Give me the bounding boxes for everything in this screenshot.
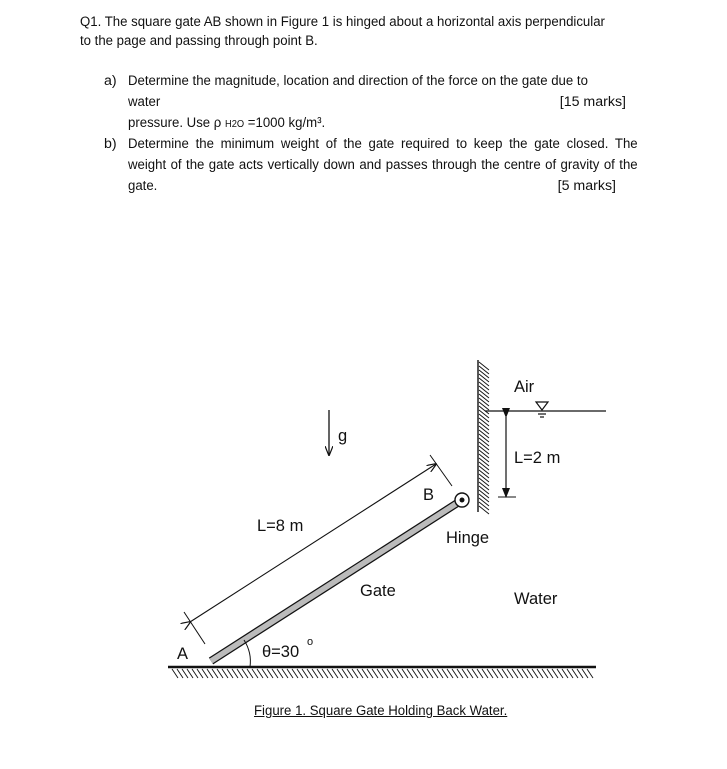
ground-hatch-line (172, 669, 178, 678)
wall-hatch-line (479, 434, 489, 442)
label-b: B (423, 486, 435, 504)
ground-hatch-line (277, 669, 283, 678)
label-gate: Gate (360, 582, 396, 600)
wall-hatch-line (479, 486, 489, 494)
wall-hatch-line (479, 370, 489, 378)
ground-hatch-line (442, 669, 448, 678)
question-number: Q1. (80, 14, 102, 30)
ground-hatch-line (552, 669, 558, 678)
part-b-label: b) (104, 136, 117, 152)
wall-hatch-line (479, 506, 489, 514)
ground-hatch-line (462, 669, 468, 678)
ground-hatch-line (177, 669, 183, 678)
ground-hatch-line (262, 669, 268, 678)
wall-hatch-line (479, 406, 489, 414)
ground-hatch-line (477, 669, 483, 678)
ground-hatch-line (507, 669, 513, 678)
ground-hatch-line (587, 669, 593, 678)
ground-hatch-line (287, 669, 293, 678)
wall-hatch-line (479, 378, 489, 386)
ground-hatch-line (532, 669, 538, 678)
wall-hatch-line (479, 462, 489, 470)
ground-hatch-line (417, 669, 423, 678)
gate (211, 500, 462, 661)
part-a-line1: Determine the magnitude, location and direction of the force on the gate due to water (128, 73, 588, 110)
ground-hatch-line (182, 669, 188, 678)
ground-hatch-line (377, 669, 383, 678)
ground-hatch-line (232, 669, 238, 678)
label-length: L=8 m (257, 517, 304, 535)
question-body: The square gate AB shown in Figure 1 is hinged about a horizontal axis perpendicular to the page and passing through point B. (80, 14, 605, 49)
wall-hatch-line (479, 402, 489, 410)
length-extension-b (430, 455, 452, 486)
free-surface-icon (536, 402, 548, 417)
ground-hatch-line (352, 669, 358, 678)
ground-hatch-line (227, 669, 233, 678)
ground-hatch-line (357, 669, 363, 678)
part-a-line2-rest: =1000 kg/m³. (247, 115, 326, 131)
wall-hatch-line (479, 362, 489, 370)
ground-hatch-line (257, 669, 263, 678)
wall-hatch-line (479, 458, 489, 466)
ground-hatch-line (512, 669, 518, 678)
ground-hatch-line (202, 669, 208, 678)
ground (168, 667, 596, 678)
wall-hatch-line (479, 414, 489, 422)
ground-hatch-line (187, 669, 193, 678)
ground-hatch-line (487, 669, 493, 678)
wall-hatch-line (479, 482, 489, 490)
wall-hatch-line (479, 470, 489, 478)
wall-hatch-line (479, 498, 489, 506)
wall-hatch-line (479, 366, 489, 374)
wall-hatch-line (479, 374, 489, 382)
ground-hatch-line (307, 669, 313, 678)
ground-hatch-line (272, 669, 278, 678)
part-a-marks: [15 marks] (559, 94, 626, 110)
ground-hatch-line (407, 669, 413, 678)
ground-hatch-line (222, 669, 228, 678)
length-extension-a (184, 612, 205, 644)
ground-hatch-line (537, 669, 543, 678)
ground-hatch-line (362, 669, 368, 678)
wall-hatch-line (479, 438, 489, 446)
ground-hatch-line (567, 669, 573, 678)
wall-hatch-line (479, 442, 489, 450)
ground-hatch-line (502, 669, 508, 678)
angle-arc (244, 640, 250, 667)
ground-hatch-line (422, 669, 428, 678)
wall-hatch-line (479, 418, 489, 426)
ground-hatch-line (402, 669, 408, 678)
wall-hatch-line (479, 478, 489, 486)
ground-hatch-line (312, 669, 318, 678)
ground-hatch-line (252, 669, 258, 678)
ground-hatch-line (197, 669, 203, 678)
ground-hatch-line (492, 669, 498, 678)
ground-hatch-line (472, 669, 478, 678)
wall-hatch-line (479, 390, 489, 398)
label-angle: θ=30 (262, 643, 300, 661)
wall-hatch-line (479, 426, 489, 434)
label-degree: o (307, 636, 314, 648)
hinge-icon (455, 493, 469, 507)
wall-hatch-line (479, 494, 489, 502)
ground-hatch-line (212, 669, 218, 678)
wall (478, 360, 489, 514)
label-hinge: Hinge (446, 529, 490, 547)
ground-hatch-line (327, 669, 333, 678)
wall-hatch-line (479, 490, 489, 498)
label-g: g (338, 427, 348, 445)
ground-hatch-line (247, 669, 253, 678)
part-a-subscript: H2O (224, 119, 245, 130)
ground-hatch-line (302, 669, 308, 678)
ground-hatch-line (482, 669, 488, 678)
ground-hatch-line (382, 669, 388, 678)
ground-hatch-line (397, 669, 403, 678)
ground-hatch-line (577, 669, 583, 678)
figure-caption: Figure 1. Square Gate Holding Back Water. (254, 703, 508, 719)
label-water: Water (514, 590, 558, 608)
wall-hatch-line (479, 450, 489, 458)
ground-hatch-line (372, 669, 378, 678)
ground-hatch-line (527, 669, 533, 678)
wall-hatch-line (479, 398, 489, 406)
ground-hatch-line (347, 669, 353, 678)
wall-hatch-line (479, 466, 489, 474)
ground-hatch-line (337, 669, 343, 678)
wall-hatch-line (479, 430, 489, 438)
ground-hatch-line (432, 669, 438, 678)
ground-hatch-line (217, 669, 223, 678)
wall-hatch-line (479, 394, 489, 402)
ground-hatch-line (322, 669, 328, 678)
ground-hatch-line (292, 669, 298, 678)
ground-hatch-line (412, 669, 418, 678)
ground-hatch-line (497, 669, 503, 678)
ground-hatch-line (452, 669, 458, 678)
ground-hatch-line (282, 669, 288, 678)
part-a-label: a) (104, 73, 117, 89)
wall-hatch-line (479, 382, 489, 390)
label-air: Air (514, 378, 535, 396)
ground-hatch-line (192, 669, 198, 678)
ground-hatch-line (437, 669, 443, 678)
label-depth: L=2 m (514, 449, 561, 467)
wall-hatch-line (479, 386, 489, 394)
ground-hatch-line (522, 669, 528, 678)
ground-hatch-line (427, 669, 433, 678)
ground-hatch-line (367, 669, 373, 678)
ground-hatch-line (342, 669, 348, 678)
ground-hatch-line (517, 669, 523, 678)
ground-hatch-line (207, 669, 213, 678)
ground-hatch-line (317, 669, 323, 678)
ground-hatch-line (447, 669, 453, 678)
wall-hatch-line (479, 474, 489, 482)
part-b-text: Determine the minimum weight of the gate required to keep the gate closed. The weight of the gate acts vertically down and passes through the centre of gravity of the gate. (128, 136, 638, 194)
wall-hatch-line (479, 502, 489, 510)
wall-hatch-line (479, 422, 489, 430)
ground-hatch-line (572, 669, 578, 678)
ground-hatch-line (557, 669, 563, 678)
label-a: A (177, 645, 189, 663)
ground-hatch-line (237, 669, 243, 678)
ground-hatch-line (547, 669, 553, 678)
part-a-line2: pressure. Use ρ (128, 115, 222, 131)
ground-hatch-line (467, 669, 473, 678)
wall-hatch-line (479, 454, 489, 462)
ground-hatch-line (387, 669, 393, 678)
ground-hatch-line (332, 669, 338, 678)
ground-hatch-line (267, 669, 273, 678)
part-b-marks: [5 marks] (557, 178, 616, 194)
ground-hatch-line (582, 669, 588, 678)
wall-hatch-line (479, 446, 489, 454)
ground-hatch-line (242, 669, 248, 678)
ground-hatch-line (297, 669, 303, 678)
ground-hatch-line (392, 669, 398, 678)
ground-hatch-line (542, 669, 548, 678)
ground-hatch-line (562, 669, 568, 678)
ground-hatch-line (457, 669, 463, 678)
